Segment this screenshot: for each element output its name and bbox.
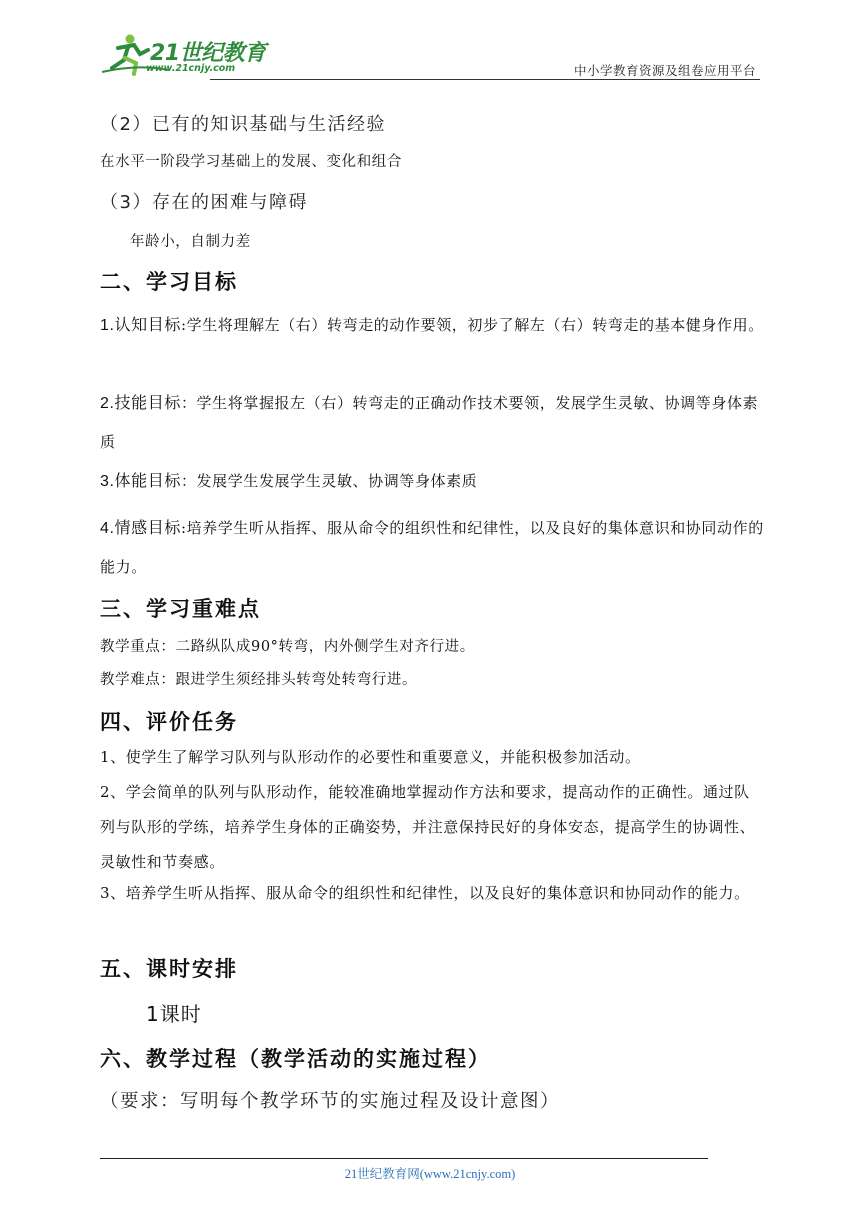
header-divider <box>210 79 760 80</box>
evaluation-item: 1、使学生了解学习队列与队形动作的必要性和重要意义，并能积极参加活动。 <box>100 748 641 766</box>
subheading-difficulties: （3）存在的困难与障碍 <box>100 192 308 213</box>
section-schedule-title: 五、课时安排 <box>100 957 238 981</box>
evaluation-item: 3、培养学生听从指挥、服从命令的组织性和纪律性，以及良好的集体意识和协同动作的能力。 <box>100 884 750 902</box>
footer-divider <box>100 1158 708 1159</box>
footer-link[interactable]: 21世纪教育网(www.21cnjy.com) <box>344 1167 516 1181</box>
evaluation-item: 2、学会简单的队列与队形动作，能较准确地掌握动作方法和要求，提高动作的正确性。通过队列与队形的学练，培养学生身体的正确姿势，并注意保持民好的身体安态，提高学生的协调性、灵敏性和节奏感。 <box>100 783 756 871</box>
goal-item: 3.体能目标：发展学生发展学生灵敏、协调等身体素质 <box>100 471 478 490</box>
logo-url: www.21cnjy.com <box>146 63 236 74</box>
goal-item: 2.技能目标：学生将掌握报左（右）转弯走的正确动作技术要领，发展学生灵敏、协调等身体素质 <box>100 393 759 451</box>
section-key-points-title: 三、学习重难点 <box>100 597 261 621</box>
section-process-title: 六、教学过程（教学活动的实施过程） <box>100 1047 491 1071</box>
goal-item: 4.情感目标:培养学生听从指挥、服从命令的组织性和纪律性，以及良好的集体意识和协同动作的能力。 <box>100 518 764 576</box>
difficulties-text: 年龄小，自制力差 <box>130 234 251 250</box>
header-tagline: 中小学教育资源及组卷应用平台 <box>573 63 756 78</box>
section-learning-goals-title: 二、学习目标 <box>100 270 238 294</box>
section-evaluation-title: 四、评价任务 <box>100 710 238 734</box>
logo-text: 21世纪教育 <box>150 41 266 66</box>
logo <box>98 30 268 78</box>
knowledge-base-text: 在水平一阶段学习基础上的发展、变化和组合 <box>100 154 402 170</box>
subheading-knowledge-base: （2）已有的知识基础与生活经验 <box>100 114 386 135</box>
goal-item: 1.认知目标:学生将理解左（右）转弯走的动作要领，初步了解左（右）转弯走的基本健身作用。 <box>100 315 764 334</box>
process-requirement: （要求：写明每个教学环节的实施过程及设计意图） <box>100 1091 561 1112</box>
teaching-difficulty-text: 教学难点：跟进学生须经排头转弯处转弯行进。 <box>100 672 418 688</box>
teaching-focus-text: 教学重点：二路纵队成90°转弯，内外侧学生对齐行进。 <box>100 639 475 655</box>
lesson-count: 1课时 <box>146 1002 202 1026</box>
